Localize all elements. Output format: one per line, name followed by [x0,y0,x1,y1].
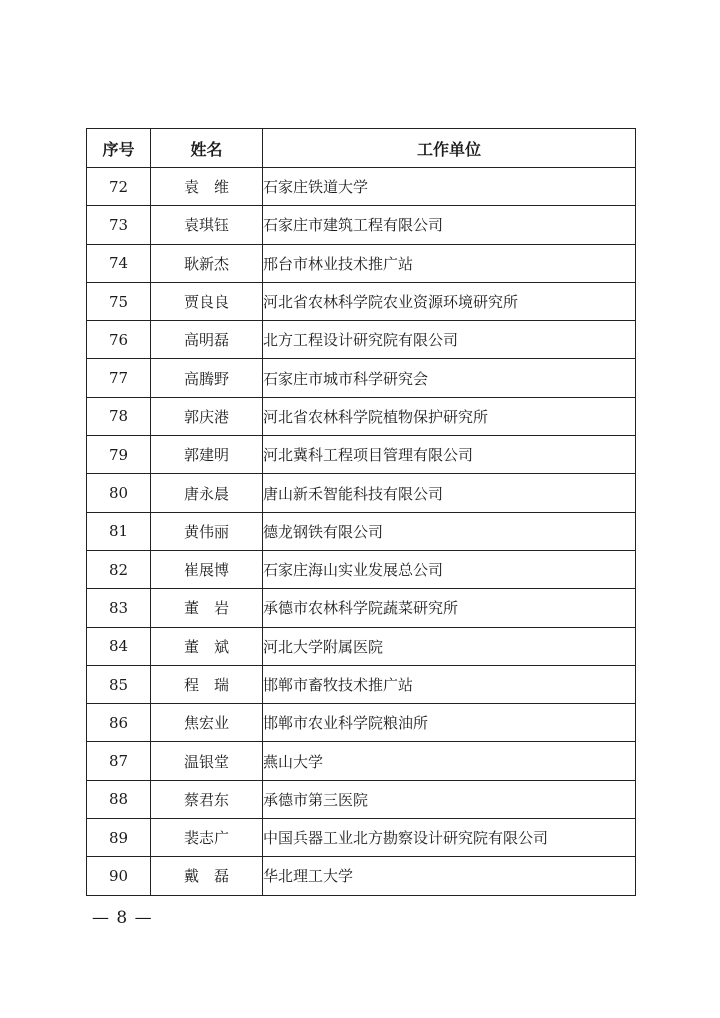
cell-number: 73 [87,206,151,244]
table-row [87,819,636,857]
table-row [87,321,636,359]
table-row [87,359,636,397]
cell-name: 贾良良 [151,282,263,320]
cell-number: 85 [87,665,151,703]
cell-number: 75 [87,282,151,320]
cell-work-unit: 德龙钢铁有限公司 [263,512,636,550]
cell-work-unit: 石家庄市建筑工程有限公司 [263,206,636,244]
table-row [87,282,636,320]
cell-work-unit: 燕山大学 [263,742,636,780]
cell-name: 耿新杰 [151,244,263,282]
cell-name: 郭建明 [151,436,263,474]
cell-number: 90 [87,857,151,895]
table-row [87,206,636,244]
cell-name: 袁琪钰 [151,206,263,244]
cell-number: 83 [87,589,151,627]
cell-name: 黄伟丽 [151,512,263,550]
cell-number: 89 [87,819,151,857]
cell-work-unit: 石家庄铁道大学 [263,168,636,206]
cell-number: 74 [87,244,151,282]
cell-work-unit: 河北省农林科学院农业资源环境研究所 [263,282,636,320]
cell-work-unit: 河北省农林科学院植物保护研究所 [263,397,636,435]
cell-work-unit: 河北冀科工程项目管理有限公司 [263,436,636,474]
table-row [87,474,636,512]
cell-number: 86 [87,704,151,742]
cell-name: 袁 维 [151,168,263,206]
table-row [87,550,636,588]
cell-name: 温银堂 [151,742,263,780]
cell-name: 崔展博 [151,550,263,588]
table-body [87,168,636,896]
cell-work-unit: 北方工程设计研究院有限公司 [263,321,636,359]
cell-number: 82 [87,550,151,588]
table-row [87,780,636,818]
cell-name: 唐永晨 [151,474,263,512]
cell-work-unit: 河北大学附属医院 [263,627,636,665]
cell-name: 董 斌 [151,627,263,665]
table-row [87,436,636,474]
cell-number: 77 [87,359,151,397]
table-row [87,512,636,550]
table-row [87,857,636,895]
cell-work-unit: 承德市农林科学院蔬菜研究所 [263,589,636,627]
cell-name: 焦宏业 [151,704,263,742]
cell-number: 72 [87,168,151,206]
cell-work-unit: 邢台市林业技术推广站 [263,244,636,282]
header-work-unit: 工作单位 [263,129,636,168]
table-row [87,704,636,742]
cell-name: 程 瑞 [151,665,263,703]
table-row [87,397,636,435]
cell-work-unit: 华北理工大学 [263,857,636,895]
cell-work-unit: 石家庄海山实业发展总公司 [263,550,636,588]
table-row [87,589,636,627]
cell-number: 88 [87,780,151,818]
table-row [87,742,636,780]
cell-number: 81 [87,512,151,550]
table-row [87,627,636,665]
cell-work-unit: 邯郸市农业科学院粮油所 [263,704,636,742]
cell-name: 董 岩 [151,589,263,627]
cell-number: 80 [87,474,151,512]
cell-name: 郭庆港 [151,397,263,435]
page-number: — 8 — [92,908,153,928]
cell-name: 戴 磊 [151,857,263,895]
personnel-table [86,128,636,896]
cell-work-unit: 石家庄市城市科学研究会 [263,359,636,397]
cell-name: 高明磊 [151,321,263,359]
cell-work-unit: 唐山新禾智能科技有限公司 [263,474,636,512]
cell-name: 蔡君东 [151,780,263,818]
header-name: 姓名 [151,129,263,168]
cell-number: 84 [87,627,151,665]
cell-work-unit: 邯郸市畜牧技术推广站 [263,665,636,703]
cell-number: 87 [87,742,151,780]
header-number: 序号 [87,129,151,168]
table-row [87,244,636,282]
table-row [87,168,636,206]
cell-name: 高腾野 [151,359,263,397]
table-header-row [87,129,636,168]
table-row [87,665,636,703]
cell-number: 78 [87,397,151,435]
cell-work-unit: 中国兵器工业北方勘察设计研究院有限公司 [263,819,636,857]
cell-name: 裴志广 [151,819,263,857]
cell-number: 79 [87,436,151,474]
cell-work-unit: 承德市第三医院 [263,780,636,818]
cell-number: 76 [87,321,151,359]
